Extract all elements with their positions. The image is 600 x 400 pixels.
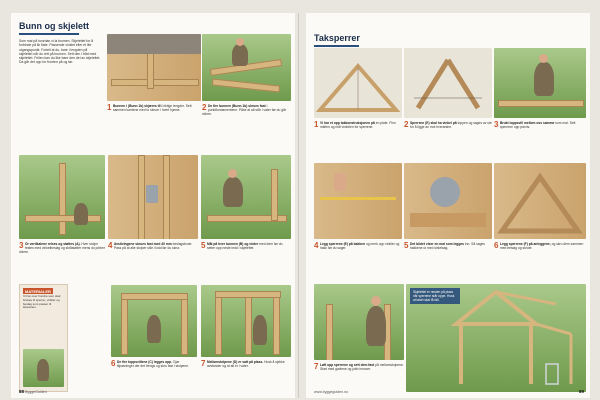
- section-heading: Taksperrer: [314, 33, 360, 43]
- caption-roof-step-7: 7 Løft opp sperrene og sett dem fast på mellomstolpene. Start med gavlene og jobb innover.: [314, 363, 404, 372]
- right-page: [306, 13, 590, 398]
- caption-roof-step-1: 1 Vi har et opp takkonstruksjonen på en plate. Finn midten og mål vinkelen for sperrene.: [314, 121, 396, 130]
- caption-step-2: 2 De fire bunnen (Bunn 1b) skrues fast i punktfundamentene. Påse at alt står i vater før du går videre.: [202, 104, 287, 117]
- right-folio: [314, 390, 348, 394]
- intro-text: Som mal på hvordan vi la bunnen. Skjelettet for å forbinde på lik flate. Passende vinklet eller et lite utgangspunkt. Fortell at du, bare i lengden på skjelettet når du rett på bunnen. Sett den i tråd med skjelettet. Feilen kan du like bare den del av skjelettet. Da går det opp for fronten på og før.: [19, 39, 101, 65]
- photo-finished-frame: [406, 284, 586, 392]
- page-number: 89: [578, 389, 584, 394]
- page-gutter: [298, 13, 299, 398]
- photo-step-7: [201, 285, 291, 357]
- photo-step-2: [202, 34, 291, 101]
- caption-roof-step-5: 5 Det bildet viser en mal som legges inn. Så sages hakkene ut med sirkelsag.: [404, 242, 485, 251]
- rafter-layout-drawing: [314, 48, 402, 118]
- folio-text: ByggeGuiden: [25, 390, 47, 394]
- photo-step-3: [19, 155, 105, 239]
- left-folio: [19, 389, 47, 394]
- materials-box: [19, 284, 68, 392]
- caption-roof-step-3: 3 Brukt toppsvill mellom oss samme som mal. Sett sperrene opp parvis.: [494, 121, 576, 130]
- photo-roof-step-5: [404, 163, 492, 239]
- heading-underline: [19, 33, 79, 35]
- materials-text: Vi har over hundre som skal brukes til sperrer, vinkler og beslag som passer til lekestuen.: [23, 294, 61, 310]
- caption-step-4: 4 Avstivingene skrues fast med 40 mm beslagskruer. Pass på at alle stolper står i lodd før du skrur.: [108, 242, 193, 251]
- materials-photo: [23, 349, 64, 387]
- caption-roof-step-6: 6 Legg sperrene (F) på anleggene, og skru dem sammen med beslag og skruer.: [494, 242, 584, 251]
- page-number: 88: [19, 389, 25, 394]
- photo-step-5: [201, 155, 291, 239]
- caption-step-1: 1 Bunnen i (Bunn 1b) skjæres til i riktige lengder. Sett sammen kantene med to skruer i hvert hjørne.: [107, 104, 192, 113]
- section-heading: Bunn og skjelett: [19, 21, 90, 31]
- photo-step-1: [107, 34, 201, 101]
- heading-underline: [314, 45, 359, 47]
- folio-text: www.byggeguiden.no: [314, 390, 349, 394]
- photo-roof-step-4: [314, 163, 402, 239]
- photo-step-6: [111, 285, 197, 357]
- left-page: [11, 13, 295, 398]
- caption-step-5: 5 Mål på hver bunnen (B) og vinter med dem før du setter opp neste ledd i skjelettet.: [201, 242, 283, 251]
- caption-step-6: 6 De fire toppsvillene (C) legges opp. Gjør tilpasninger der det trengs og skru fast i stolpene.: [111, 360, 189, 369]
- photo-roof-step-3: [494, 48, 586, 118]
- right-page-number: [579, 389, 584, 394]
- photo-roof-step-1: [314, 48, 402, 118]
- tip-box: Skjelettet er nesten på plass når sperrene står oppe. Husk at taket skal få fall.: [410, 288, 460, 304]
- photo-roof-step-6: [494, 163, 586, 239]
- caption-roof-step-2: 2 Sperrene (E) skal ha vinkel på toppen og sages av ute for å ligge an mot hverandre.: [404, 121, 492, 130]
- caption-step-3: 3 Ôr vertikalene reises og støttes (A). Hver stolpe festes med vinkelbeslag og skråstøtter mens du jobber videre.: [19, 242, 105, 255]
- photo-step-4: [108, 155, 198, 239]
- materials-title: MATERIALER: [25, 288, 51, 294]
- photo-roof-step-2: [404, 48, 492, 118]
- photo-roof-step-7: [314, 284, 404, 360]
- caption-step-7: 7 Mellomstolpene (D) er satt på plass. Husk å sjekke avstander og at alt er i vater.: [201, 360, 285, 369]
- caption-roof-step-4: 4 Legg sperrene (E) på bakken og merk opp vinkler og hakk før du sager.: [314, 242, 400, 251]
